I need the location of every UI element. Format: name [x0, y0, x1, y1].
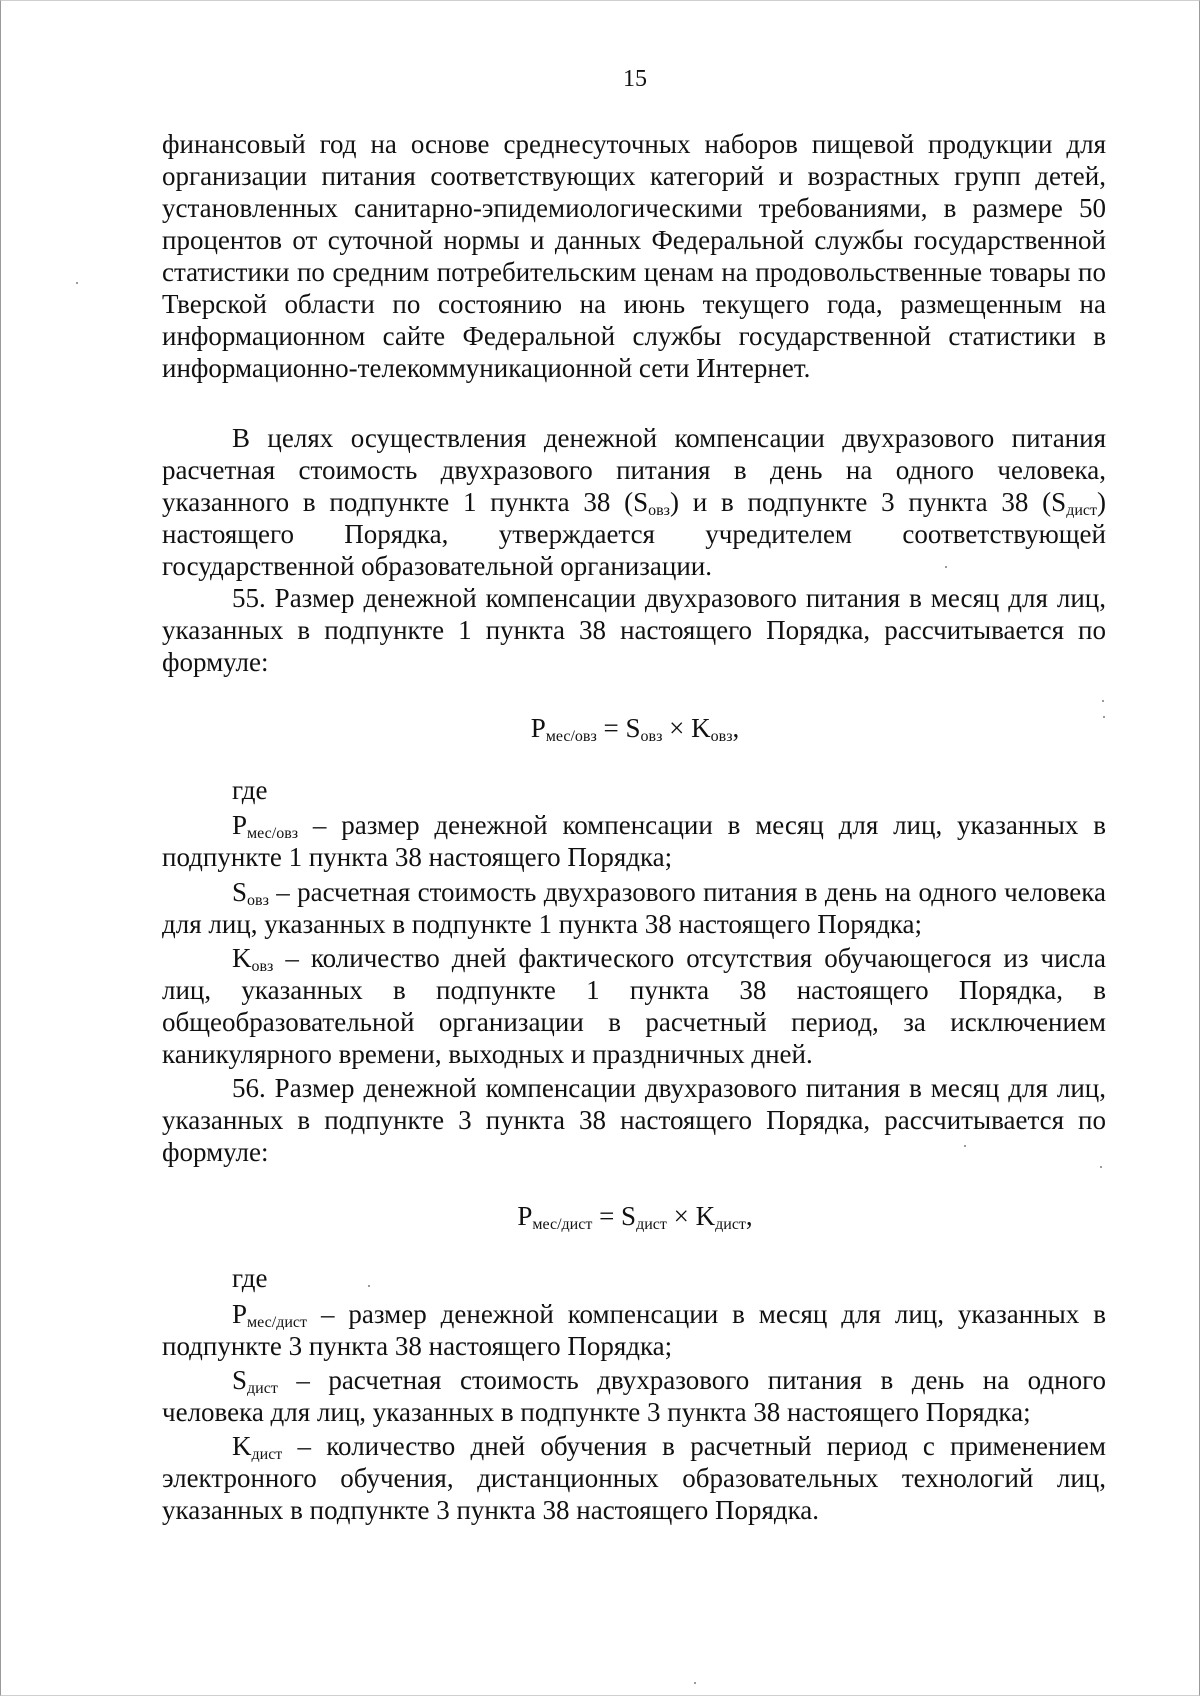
paragraph-continuation — [162, 128, 1106, 384]
where-label: где — [232, 1263, 268, 1293]
item-55 — [162, 582, 1106, 678]
paragraph-calculated-cost — [162, 422, 1106, 582]
item-55-text: 55. Размер денежной компенсации двухразового питания в месяц для лиц, указанных в подпункте 1 пункта 38 настоящего Порядка, рассчитывается по формуле: — [162, 583, 1106, 677]
definition-p-mes-ovz: $P_{мес/овз}$ – размер денежной компенсации в месяц для лиц, указанных в подпункте 1 пункта 38 настоящего Порядка; — [162, 810, 1106, 872]
scan-speck — [694, 1682, 696, 1684]
definition-p-mes-dist: $P_{мес/дист}$ – размер денежной компенсации в месяц для лиц, указанных в подпункте 3 пункта 38 настоящего Порядка; — [162, 1299, 1106, 1361]
definition-k-dist: $K_{дист}$ – количество дней обучения в расчетный период с применением электронного обучения, дистанционных образовательных технологий лиц, указанных в подпункте 3 пункта 38 настоящего Порядка. — [162, 1431, 1106, 1525]
definition-s-dist: $S_{дист}$ – расчетная стоимость двухразового питания в день на одного человека для лиц, указанных в подпункте 3 пункта 38 настоящего Порядка; — [162, 1365, 1106, 1427]
definition-s-ovz: $S_{овз}$ – расчетная стоимость двухразового питания в день на одного человека для лиц, указанных в подпункте 1 пункта 38 настоящего Порядка; — [162, 877, 1106, 939]
scan-speck — [368, 1285, 370, 1287]
paragraph-text: В целях осуществления денежной компенсации двухразового питания расчетная стоимость двухразового питания в день на одного человека, указанного в подпункте 1 пункта 38 $(S_{овз})$ и в подпункте 3 пункта 38 $(S_{дист})$ настоящего Порядка, утверждается учредителем соответствующей государственной образовательной организации. — [162, 423, 1106, 581]
page-number: 15 — [623, 66, 647, 92]
scan-speck — [964, 1145, 966, 1147]
paragraph-text: финансовый год на основе среднесуточных наборов пищевой продукции для организации питания соответствующих категорий и возрастных групп детей, установленных санитарно-эпидемиологическими требованиями, в размере 50 процентов от суточной нормы и данных Федеральной службы государственной статистики по средним потребительским ценам на продовольственные товары по Тверской области по состоянию на июнь текущего года, размещенным на информационном сайте Федеральной службы государственной статистики в информационно-телекоммуникационной сети Интернет. — [162, 129, 1106, 383]
scan-speck — [1102, 700, 1104, 702]
formula-ovz: $P_{мес/овз} = S_{овз} \times K_{овз}$, — [530, 713, 740, 745]
formula-dist: $P_{мес/дист} = S_{дист} \times K_{дист}$, — [517, 1201, 753, 1233]
where-label: где — [232, 775, 268, 805]
definition-k-ovz: $K_{овз}$ – количество дней фактического отсутствия обучающегося из числа лиц, указанных в подпункте 1 пункта 38 настоящего Порядка, в общеобразовательной организации в расчетный период, за исключением каникулярного времени, выходных и праздничных дней. — [162, 943, 1106, 1069]
scan-speck — [1100, 1166, 1102, 1168]
scan-speck — [76, 282, 78, 284]
scan-speck — [945, 566, 947, 568]
scan-speck — [1103, 716, 1105, 718]
item-56 — [162, 1072, 1106, 1168]
item-56-text: 56. Размер денежной компенсации двухразового питания в месяц для лиц, указанных в подпункте 3 пункта 38 настоящего Порядка, рассчитывается по формуле: — [162, 1073, 1106, 1167]
